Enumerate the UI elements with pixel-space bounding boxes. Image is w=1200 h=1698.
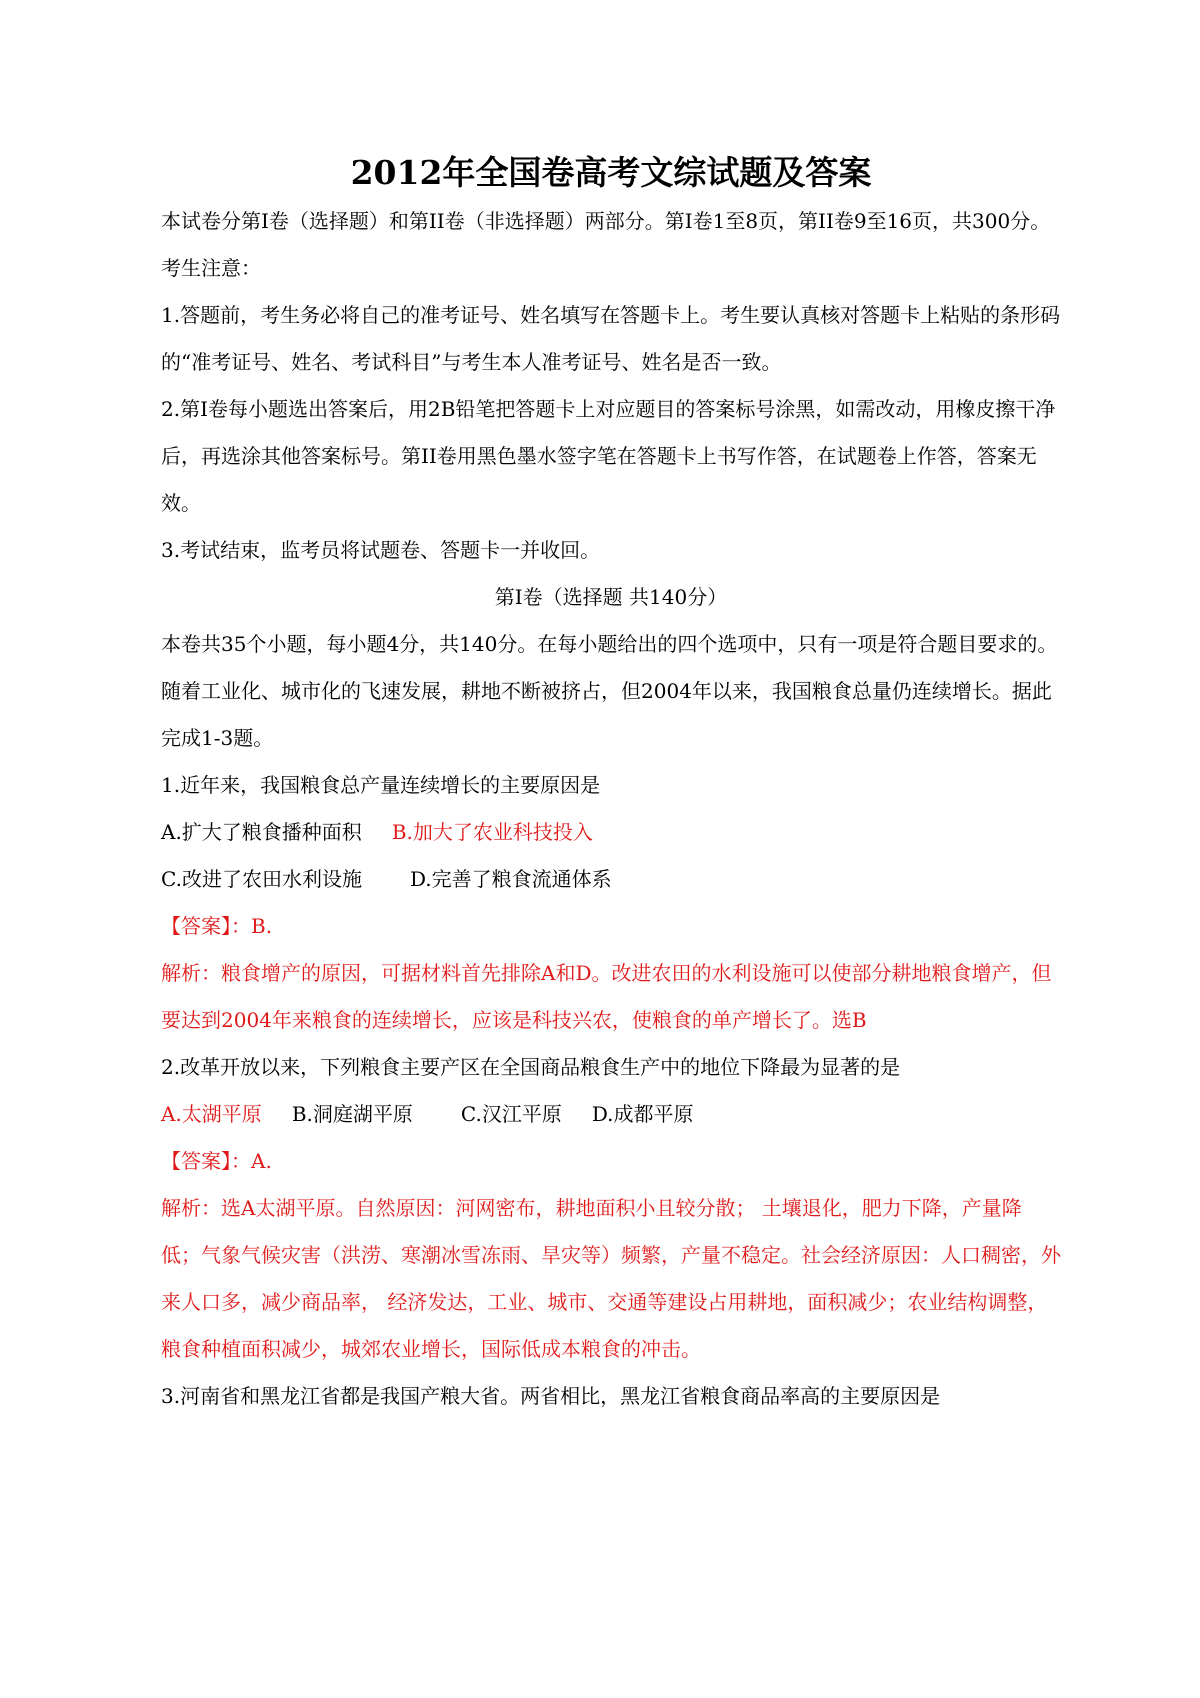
section-heading: 第I卷（选择题 共140分） — [494, 585, 728, 609]
answer-label: 【答案】：B. — [161, 914, 273, 938]
document-title: 2012年全国卷高考文综试题及答案 — [350, 153, 872, 192]
note-item: 1.答题前，考生务必将自己的准考证号、姓名填写在答题卡上。考生要认真核对答题卡上粘贴的条形码的“准考证号、姓名、考试科目”与考生本人准考证号、姓名是否一致。 — [161, 303, 1061, 374]
option-c: C.改进了农田水利设施 — [161, 867, 362, 891]
question-stem: 2.改革开放以来，下列粮食主要产区在全国商品粮食生产中的地位下降最为显著的是 — [161, 1055, 901, 1079]
option-d: D.成都平原 — [591, 1102, 694, 1126]
option-d: D.完善了粮食流通体系 — [409, 867, 612, 891]
analysis-text: 解析：粮食增产的原因，可据材料首先排除A和D。改进农田的水利设施可以使部分耕地粮食增产，但要达到2004年来粮食的连续增长，应该是科技兴农，使粮食的单产增长了。选B — [161, 961, 1052, 1032]
notice-heading: 考生注意： — [161, 256, 261, 280]
option-b: B.洞庭湖平原 — [291, 1102, 413, 1126]
question-stem: 1.近年来，我国粮食总产量连续增长的主要原因是 — [161, 773, 601, 797]
document-body — [161, 150, 1061, 1420]
section-intro: 本卷共35个小题，每小题4分，共140分。在每小题给出的四个选项中，只有一项是符合题目要求的。 — [161, 632, 1058, 656]
option-a-correct: A.太湖平原 — [161, 1102, 262, 1126]
question-options-row — [161, 1091, 1061, 1138]
question-options-row — [161, 856, 1061, 903]
passage-text: 随着工业化、城市化的飞速发展，耕地不断被挤占，但2004年以来，我国粮食总量仍连续增长。据此完成1-3题。 — [161, 679, 1052, 750]
note-item: 3.考试结束，监考员将试题卷、答题卡一并收回。 — [161, 538, 601, 562]
answer-label: 【答案】：A. — [161, 1149, 272, 1173]
analysis-text: 解析：选A太湖平原。自然原因：河网密布，耕地面积小且较分散； 土壤退化，肥力下降，产量降低；气象气候灾害（洪涝、寒潮冰雪冻雨、旱灾等）频繁，产量不稳定。社会经济原因：人口稠密，外来人口多，减少商品率， 经济发达，工业、城市、交通等建设占用耕地，面积减少；农业结构调整，粮食种植面积减少，城郊农业增长，国际低成本粮食的冲击。 — [161, 1196, 1061, 1361]
intro-paragraph: 本试卷分第I卷（选择题）和第II卷（非选择题）两部分。第I卷1至8页，第II卷9至16页，共300分。 — [161, 209, 1051, 233]
option-b-correct: B.加大了农业科技投入 — [391, 820, 593, 844]
note-item: 2.第I卷每小题选出答案后，用2B铅笔把答题卡上对应题目的答案标号涂黑，如需改动，用橡皮擦干净后，再选涂其他答案标号。第II卷用黑色墨水签字笔在答题卡上书写作答，在试题卷上作答，答案无效。 — [161, 397, 1056, 515]
option-a: A.扩大了粮食播种面积 — [161, 820, 362, 844]
option-c: C.汉江平原 — [460, 1102, 562, 1126]
question-stem: 3.河南省和黑龙江省都是我国产粮大省。两省相比，黑龙江省粮食商品率高的主要原因是 — [161, 1384, 941, 1408]
question-options-row — [161, 809, 1061, 856]
